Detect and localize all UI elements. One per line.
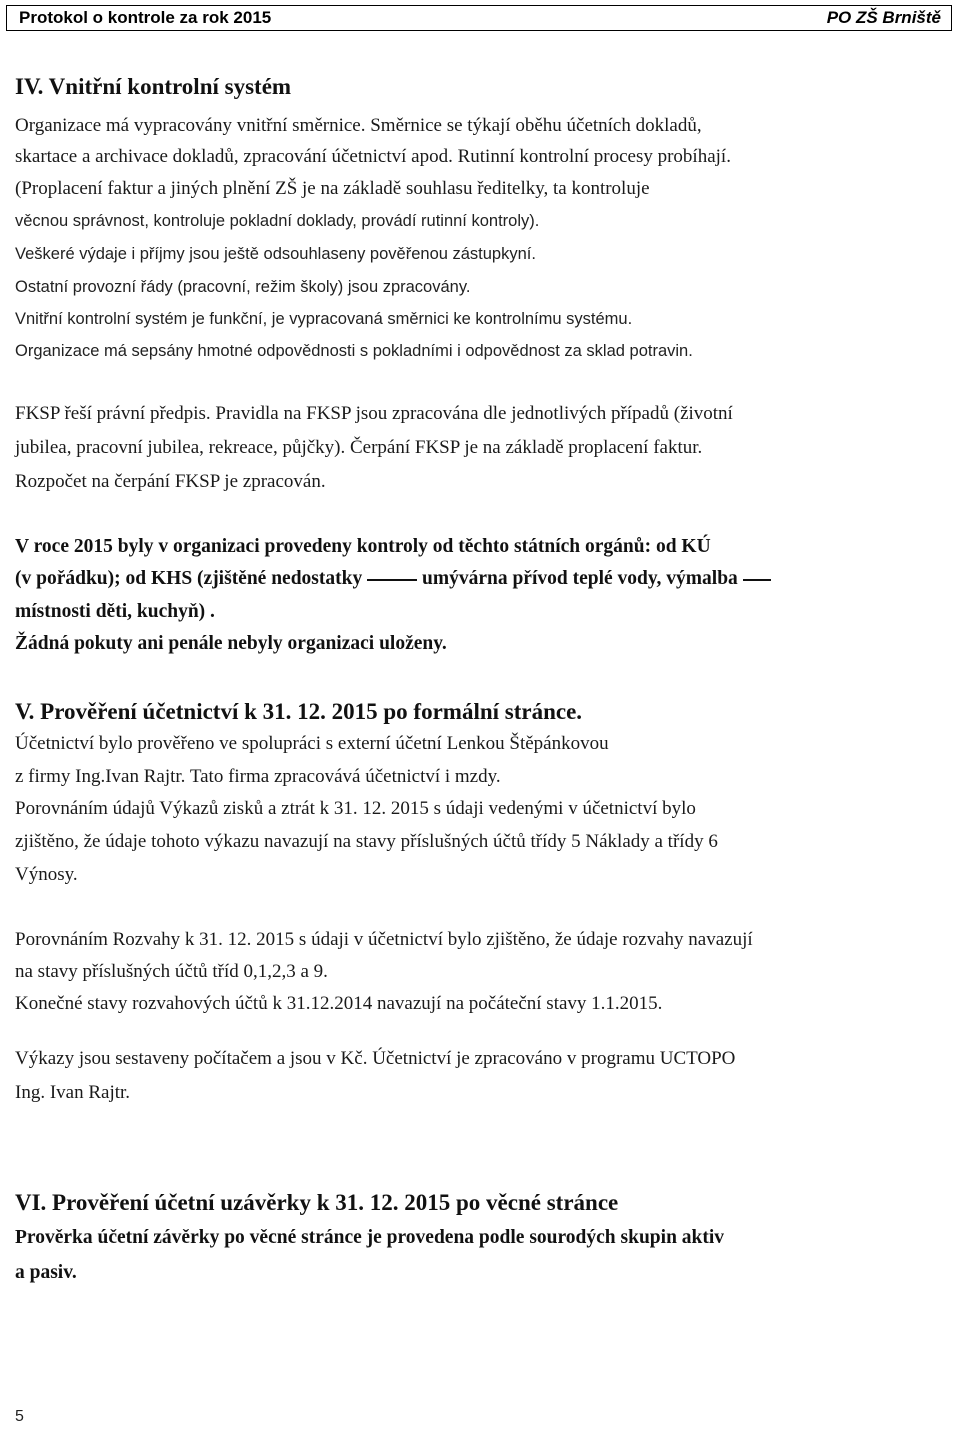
paragraph-line: skartace a archivace dokladů, zpracování účetnictví apod. Rutinní kontrolní procesy probíhají. [15, 146, 731, 167]
paragraph-line: (Proplacení faktur a jiných plnění ZŠ je na základě souhlasu ředitelky, ta kontroluje [15, 178, 650, 199]
paragraph-line: Ostatní provozní řády (pracovní, režim školy) jsou zpracovány. [15, 278, 471, 296]
rozvaha-line: Porovnáním Rozvahy k 31. 12. 2015 s údaji v účetnictví bylo zjištěno, že údaje rozvahy navazují [15, 929, 753, 950]
paragraph-line: věcnou správnost, kontroluje pokladní doklady, provádí rutinní kontroly). [15, 212, 540, 230]
fksp-line: jubilea, pracovní jubilea, rekreace, půjčky). Čerpání FKSP je na základě proplacení faktur. [15, 437, 703, 458]
page-number: 5 [15, 1408, 24, 1425]
vykazy-line: Výkazy jsou sestaveny počítačem a jsou v Kč. Účetnictví je zpracováno v programu UCTOPO [15, 1048, 736, 1069]
section-v-heading: V. Prověření účetnictví k 31. 12. 2015 po formální stránce. [15, 699, 583, 724]
paragraph-line: Výnosy. [15, 864, 78, 885]
controls-line: místnosti děti, kuchyň) . [15, 601, 215, 622]
paragraph-line: Účetnictví bylo prověřeno ve spolupráci s externí účetní Lenkou Štěpánkovou [15, 733, 609, 754]
section-iv-heading: IV. Vnitřní kontrolní systém [15, 74, 292, 99]
dash-separator [743, 579, 771, 581]
paragraph-line: Organizace má vypracovány vnitřní směrnice. Směrnice se týkají oběhu účetních dokladů, [15, 115, 702, 136]
fksp-line: Rozpočet na čerpání FKSP je zpracován. [15, 471, 326, 492]
paragraph-line: Prověrka účetní závěrky po věcné stránce je provedena podle sourodých skupin aktiv [15, 1227, 725, 1248]
paragraph-line: Veškeré výdaje i příjmy jsou ještě odsouhlaseny pověřenou zástupkyní. [15, 245, 536, 263]
paragraph-line: Porovnáním údajů Výkazů zisků a ztrát k 31. 12. 2015 s údaji vedenými v účetnictví bylo [15, 798, 696, 819]
paragraph-line: Vnitřní kontrolní systém je funkční, je vypracovaná směrnici ke kontrolnímu systému. [15, 310, 633, 328]
section-vi-heading: VI. Prověření účetní uzávěrky k 31. 12. 2015 po věcné stránce [15, 1190, 619, 1215]
dash-separator [367, 579, 417, 581]
paragraph-line: Organizace má sepsány hmotné odpovědnosti s pokladními i odpovědnost za sklad potravin. [15, 342, 693, 360]
controls-line: Žádná pokuty ani penále nebyly organizaci uloženy. [15, 633, 447, 654]
controls-line: (v pořádku); od KHS (zjištěné nedostatky umývárna přívod teplé vody, výmalba [15, 568, 771, 590]
paragraph-line: z firmy Ing.Ivan Rajtr. Tato firma zpracovává účetnictví i mzdy. [15, 766, 501, 787]
paragraph-line: a pasiv. [15, 1262, 77, 1283]
rozvaha-line: Konečné stavy rozvahových účtů k 31.12.2014 navazují na počáteční stavy 1.1.2015. [15, 993, 663, 1014]
fksp-line: FKSP řeší právní předpis. Pravidla na FKSP jsou zpracována dle jednotlivých případů (životní [15, 403, 733, 424]
controls-line: V roce 2015 byly v organizaci provedeny kontroly od těchto státních orgánů: od KÚ [15, 536, 711, 557]
header-title: Protokol o kontrole za rok 2015 [19, 8, 272, 27]
header-organization: PO ZŠ Brniště [826, 8, 941, 27]
page-header [6, 5, 952, 31]
paragraph-line: zjištěno, že údaje tohoto výkazu navazují na stavy příslušných účtů třídy 5 Náklady a třídy 6 [15, 831, 718, 852]
rozvaha-line: na stavy příslušných účtů tříd 0,1,2,3 a 9. [15, 961, 328, 982]
vykazy-line: Ing. Ivan Rajtr. [15, 1082, 131, 1103]
